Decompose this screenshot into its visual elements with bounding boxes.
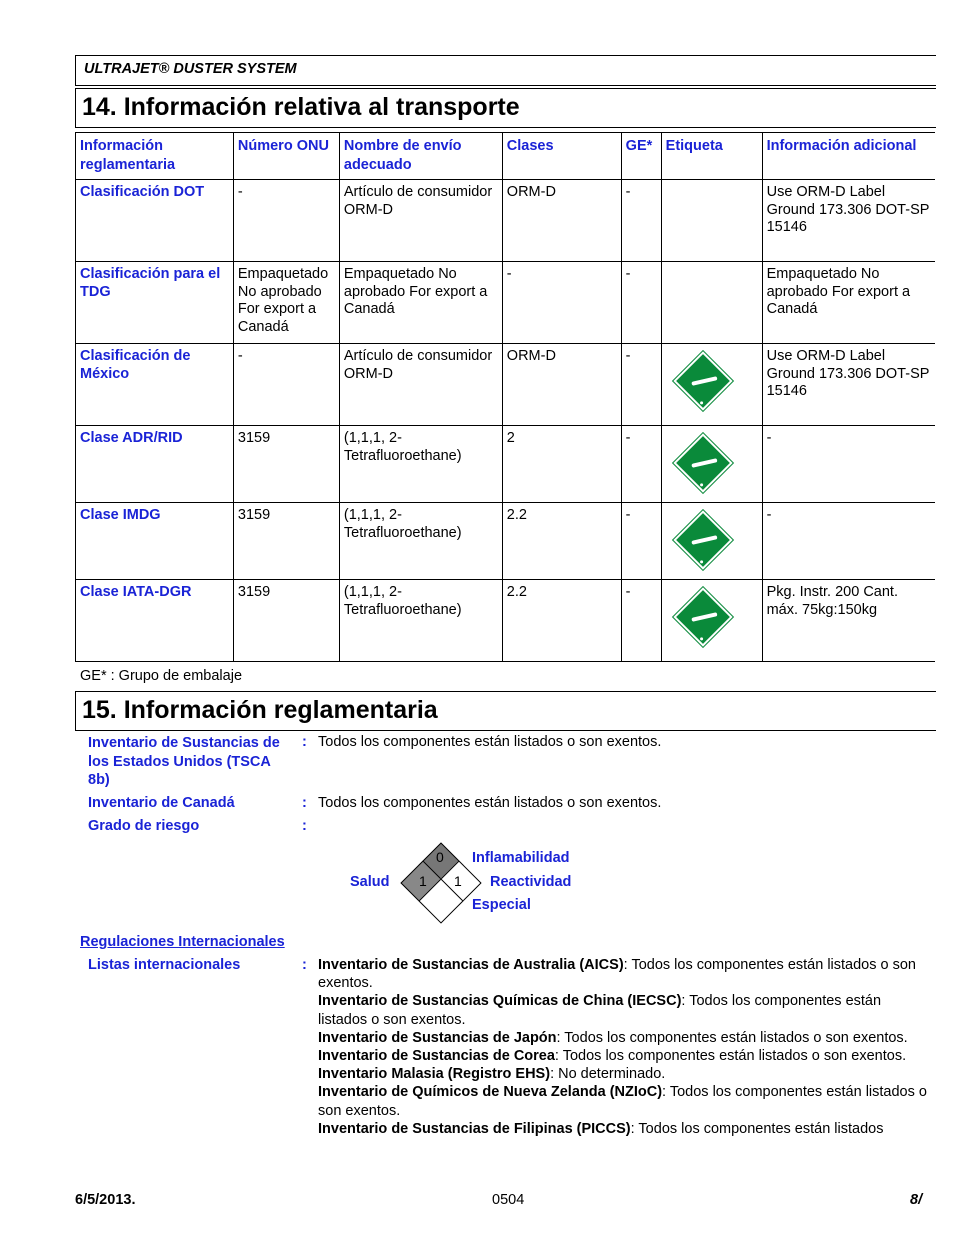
risk-label: Grado de riesgo — [88, 818, 200, 834]
table-row — [76, 262, 936, 344]
un-cell: 3159 — [233, 580, 339, 662]
class-cell: 2.2 — [502, 580, 621, 662]
footer-date: 6/5/2013. — [75, 1192, 136, 1208]
table-row — [76, 344, 936, 426]
column-header: Número ONU — [233, 133, 339, 180]
column-header: Nombre de envío adecuado — [339, 133, 502, 180]
class-cell: 2.2 — [502, 503, 621, 580]
non-flammable-gas-2-icon — [673, 433, 732, 492]
list-item: Inventario de Químicos de Nueva Zelanda (NZIoC): Todos los componentes están listados o son exentos. — [318, 1084, 927, 1119]
intl-lists — [318, 956, 934, 1138]
name-cell: Artículo de consumidor ORM-D — [339, 180, 502, 262]
transport-table — [75, 132, 935, 662]
intl-lists-label: Listas internacionales — [88, 957, 241, 973]
info-cell: Use ORM-D Label Ground 173.306 DOT-SP 15146 — [762, 180, 935, 262]
tsca-label: Inventario de Sustancias de los Estados Unidos (TSCA 8b) — [88, 735, 280, 788]
footnote: GE* : Grupo de embalaje — [80, 668, 243, 684]
name-cell: (1,1,1, 2-Tetrafluoroethane) — [339, 503, 502, 580]
column-header: Etiqueta — [661, 133, 762, 180]
flammability-label: Inflamabilidad — [472, 850, 570, 866]
un-cell: - — [233, 180, 339, 262]
class-cell: - — [502, 262, 621, 344]
table-row — [76, 580, 936, 662]
nfpa-flammability-value: 0 — [436, 849, 444, 865]
info-cell: Pkg. Instr. 200 Cant. máx. 75kg:150kg — [762, 580, 935, 662]
column-header: Clases — [502, 133, 621, 180]
section-15-header — [75, 691, 936, 731]
info-cell: - — [762, 503, 935, 580]
reg-cell: Clasificación para el TDG — [76, 262, 234, 344]
table-header-row — [76, 133, 936, 180]
colon: : — [302, 957, 307, 973]
table-row — [76, 426, 936, 503]
non-flammable-gas-2-icon — [673, 587, 732, 646]
label-cell — [661, 262, 762, 344]
list-item: Inventario de Sustancias Químicas de China (IECSC): Todos los componentes están listados o son exentos. — [318, 993, 882, 1028]
list-item: Inventario de Sustancias de Australia (AICS): Todos los componentes están listados o son exentos. — [318, 957, 916, 992]
name-cell: Artículo de consumidor ORM-D — [339, 344, 502, 426]
label-cell — [661, 344, 762, 426]
class-cell: 2 — [502, 426, 621, 503]
table-row — [76, 180, 936, 262]
info-cell: Use ORM-D Label Ground 173.306 DOT-SP 15146 — [762, 344, 935, 426]
list-item: Inventario de Sustancias de Japón: Todos los componentes están listados o son exentos. — [318, 1029, 908, 1046]
canada-label: Inventario de Canadá — [88, 795, 235, 811]
reg-cell: Clase IMDG — [76, 503, 234, 580]
un-cell: Empaquetado No aprobado For export a Canadá — [233, 262, 339, 344]
special-label: Especial — [472, 897, 531, 913]
ge-cell: - — [621, 344, 661, 426]
class-cell: ORM-D — [502, 180, 621, 262]
nfpa-health-value: 1 — [419, 873, 427, 889]
colon: : — [302, 734, 307, 750]
reg-cell: Clasificación DOT — [76, 180, 234, 262]
reg-cell: Clase ADR/RID — [76, 426, 234, 503]
list-item: Inventario de Sustancias de Corea: Todos los componentes están listados o son exentos. — [318, 1048, 907, 1065]
canada-value: Todos los componentes están listados o son exentos. — [318, 795, 662, 811]
name-cell: Empaquetado No aprobado For export a Canadá — [339, 262, 502, 344]
name-cell: (1,1,1, 2-Tetrafluoroethane) — [339, 580, 502, 662]
section-15-title: 15. Información reglamentaria — [82, 696, 438, 724]
non-flammable-gas-2-icon — [673, 351, 732, 410]
info-cell: Empaquetado No aprobado For export a Canadá — [762, 262, 935, 344]
column-header: Información reglamentaria — [76, 133, 234, 180]
colon: : — [302, 795, 307, 811]
label-cell — [661, 426, 762, 503]
document-header — [75, 55, 936, 86]
section-14-header — [75, 88, 936, 128]
reg-cell: Clasificación de México — [76, 344, 234, 426]
reactivity-label: Reactividad — [490, 874, 572, 890]
tsca-value: Todos los componentes están listados o son exentos. — [318, 734, 662, 750]
label-cell — [661, 503, 762, 580]
colon: : — [302, 818, 307, 834]
non-flammable-gas-2-icon — [673, 510, 732, 569]
footer-code: 0504 — [492, 1192, 525, 1208]
column-header: GE* — [621, 133, 661, 180]
table-row — [76, 503, 936, 580]
name-cell: (1,1,1, 2-Tetrafluoroethane) — [339, 426, 502, 503]
ge-cell: - — [621, 426, 661, 503]
un-cell: 3159 — [233, 503, 339, 580]
class-cell: ORM-D — [502, 344, 621, 426]
ge-cell: - — [621, 503, 661, 580]
ge-cell: - — [621, 180, 661, 262]
un-cell: 3159 — [233, 426, 339, 503]
label-cell — [661, 180, 762, 262]
column-header: Información adicional — [762, 133, 935, 180]
intl-heading: Regulaciones Internacionales — [80, 934, 285, 950]
nfpa-reactivity-value: 1 — [454, 873, 462, 889]
list-item: Inventario Malasia (Registro EHS): No determinado. — [318, 1066, 666, 1083]
reg-cell: Clase IATA-DGR — [76, 580, 234, 662]
un-cell: - — [233, 344, 339, 426]
info-cell: - — [762, 426, 935, 503]
label-cell — [661, 580, 762, 662]
list-item: Inventario de Sustancias de Filipinas (PICCS): Todos los componentes están listados — [318, 1120, 884, 1137]
ge-cell: - — [621, 262, 661, 344]
product-name: ULTRAJET® DUSTER SYSTEM — [84, 61, 297, 77]
footer-page: 8/ — [910, 1192, 923, 1208]
section-14-title: 14. Información relativa al transporte — [82, 93, 520, 121]
ge-cell: - — [621, 580, 661, 662]
health-label: Salud — [350, 874, 390, 890]
